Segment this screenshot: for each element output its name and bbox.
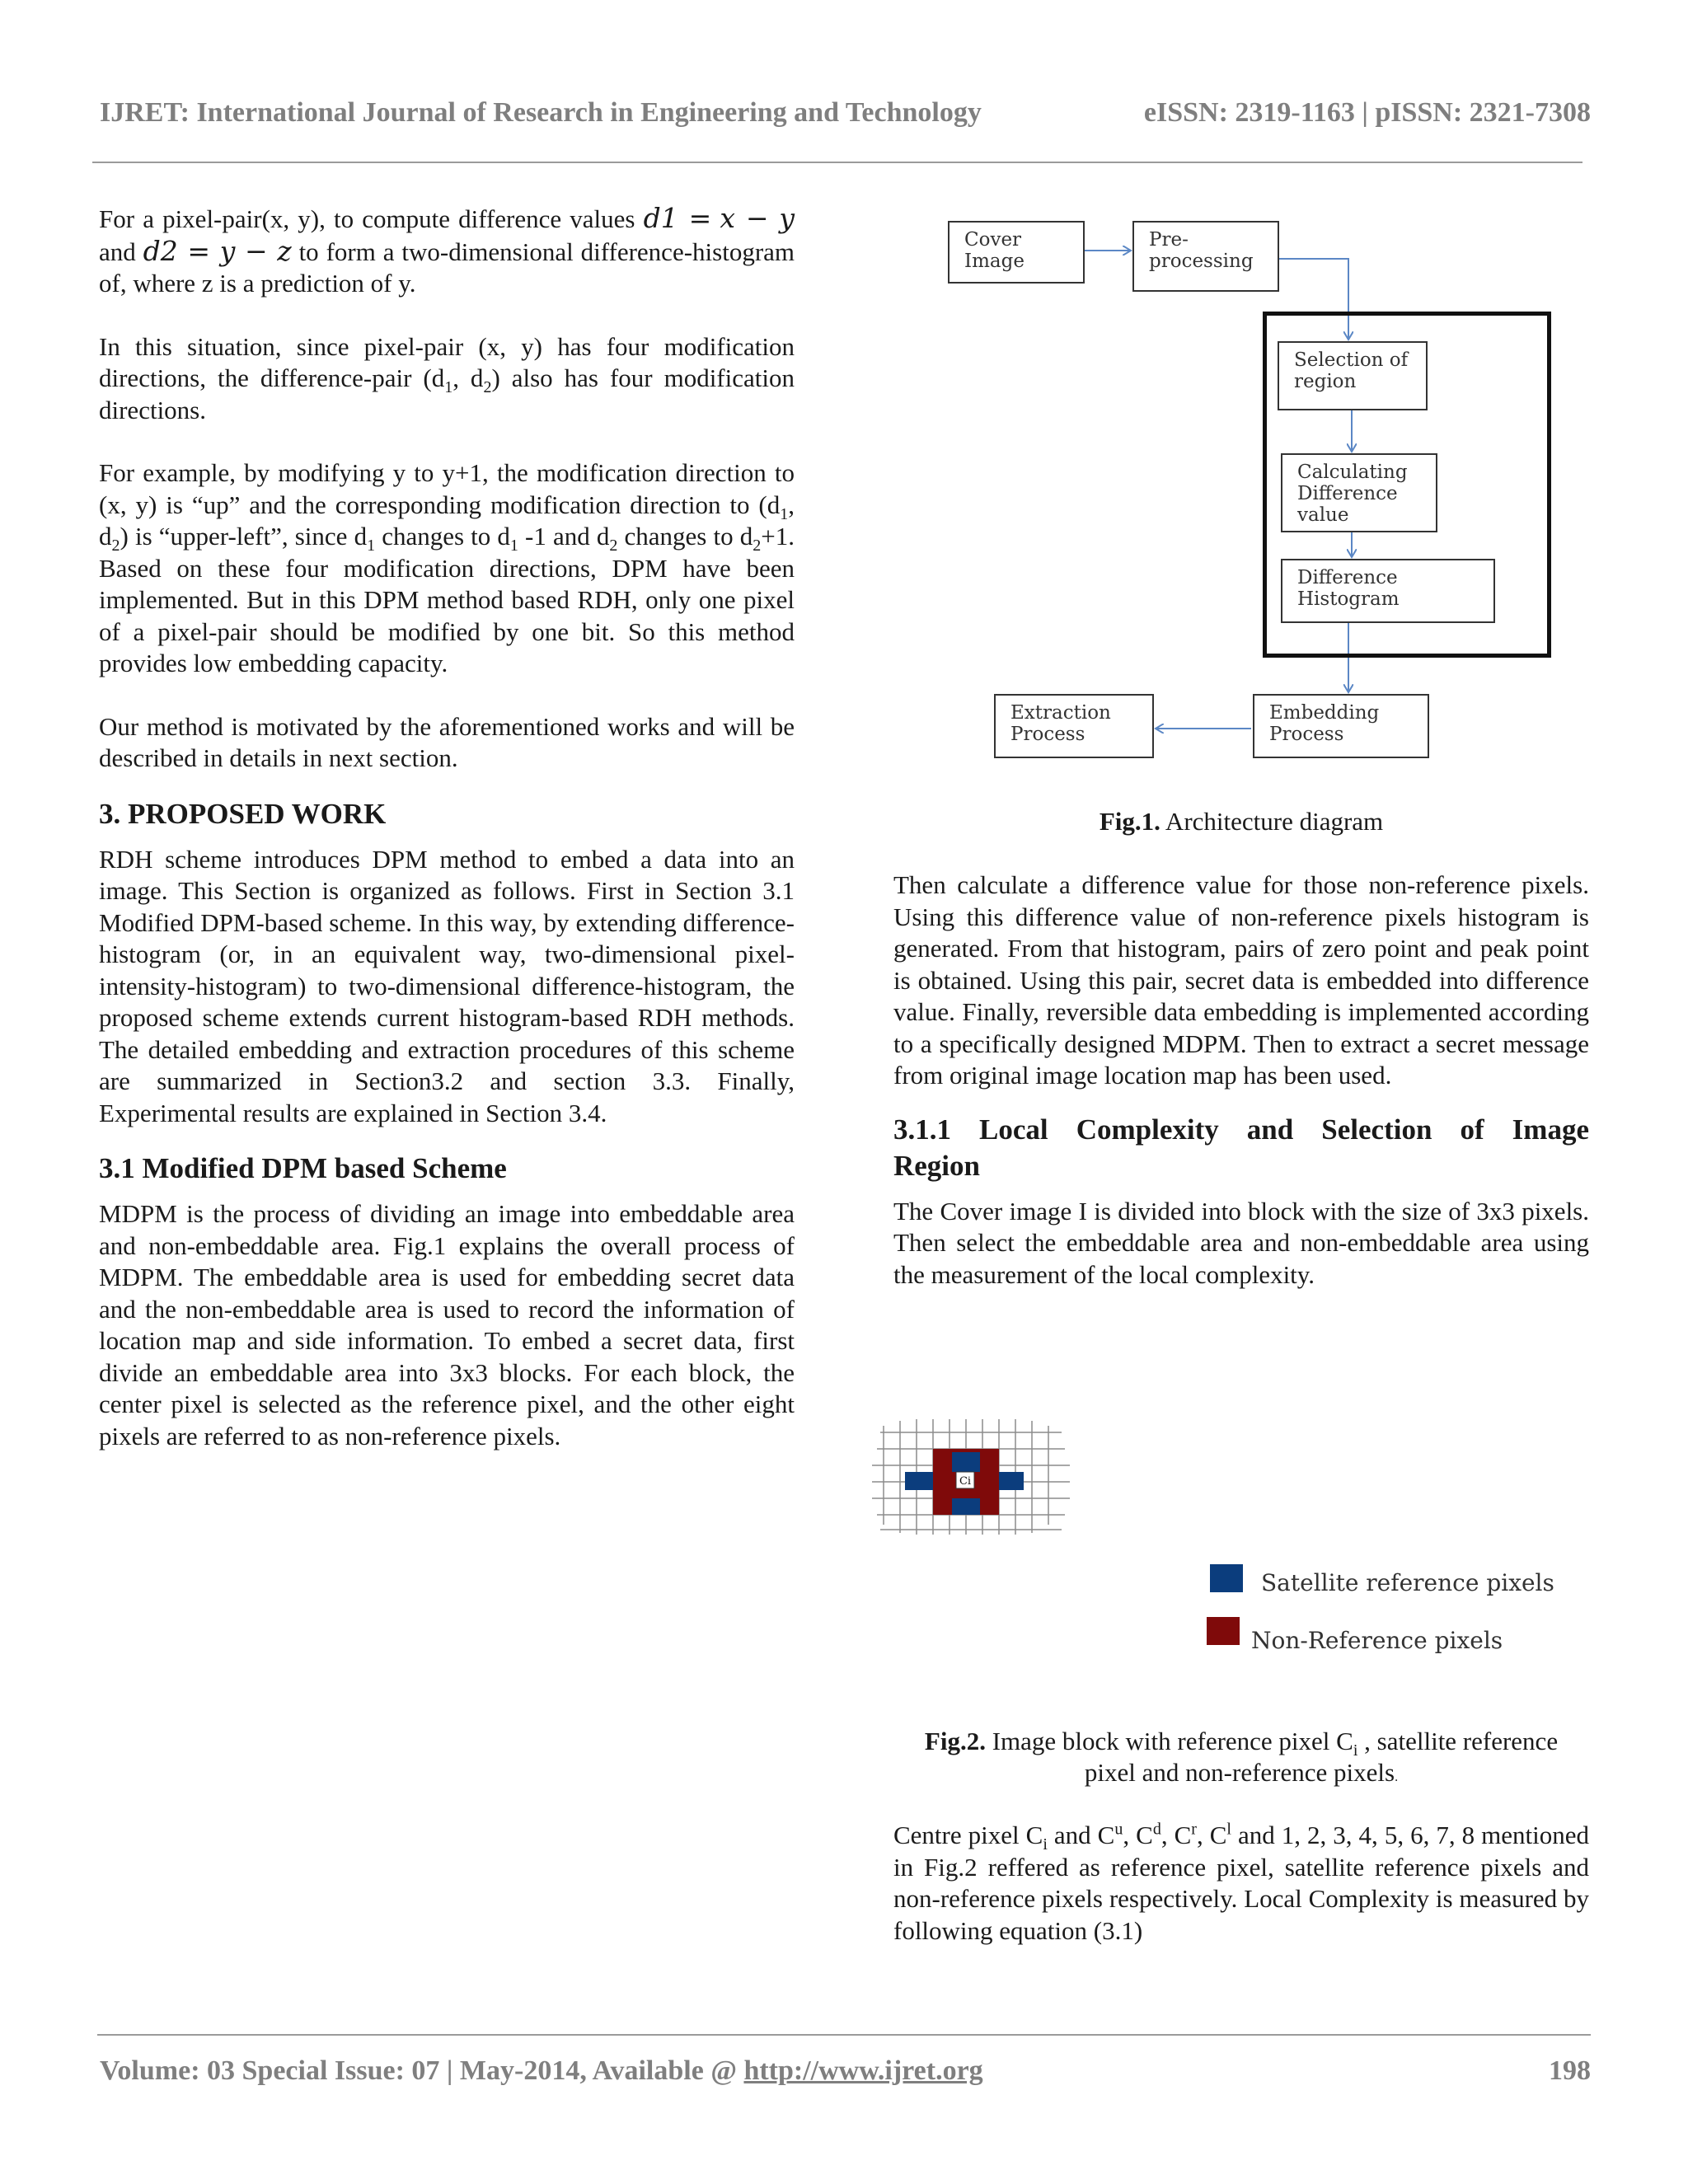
footer-volume: Volume: 03 Special Issue: 07 | May-2014, Available @ http://www.ijret.org xyxy=(100,2055,983,2086)
paragraph-difference-histogram: Then calculate a difference value for those non-reference pixels. Using this difference value of non-reference pixels histogram is generated. From that histogram, pairs of zero point and peak point is obtained. Using this pair, secret data is embedded into difference value. Finally, reversible data embedding is implemented according to a specifically designed MDPM. Then to extract a secret message from original image location map has been used. xyxy=(893,870,1589,1090)
box-difference-histogram: Difference Histogram xyxy=(1281,559,1495,623)
legend-label-satellite: Satellite reference pixels xyxy=(1261,1569,1554,1596)
footer-rule xyxy=(97,2034,1591,2036)
paragraph-mdpm: MDPM is the process of dividing an image into embeddable area and non-embeddable area. Fig.1 explains the overall process of MDPM. The embeddable area is used for embedding secret data and the non-embeddable area is used to record the information of location map and side information. To embed a secret data, first divide an embeddable area into 3x3 blocks. For each block, the center pixel is selected as the reference pixel, and the other eight pixels are referred to as non-reference pixels. xyxy=(99,1199,795,1451)
paragraph-difference-values: For a pixel-pair(x, y), to compute difference values d1 = x − y and d2 = y − z to form a two-dimensional difference-histogram of, where z is a prediction of y. xyxy=(99,202,795,298)
section-heading-local-complexity: 3.1.1 Local Complexity and Selection of Image xyxy=(893,1113,1589,1146)
architecture-diagram xyxy=(940,208,1566,768)
paragraph-centre-pixel: Centre pixel $C_i$ and $C^u$, $C^d$, $C^r$, $C^l$ and 1, 2, 3, 4, 5, 6, 7, 8 mentioned in Fig.2 reffered as reference pixel, satellite reference pixels and non-reference pixels respectively. Local Complexity is measured by following equation (3.1) xyxy=(893,1820,1590,1945)
section-heading-mdpm: 3.1 Modified DPM based Scheme xyxy=(99,1152,507,1184)
fig1-caption: Fig.1. Architecture diagram xyxy=(1099,807,1384,836)
section-heading-region: Region xyxy=(893,1149,980,1182)
box-selection-of-region: Selection of region xyxy=(1278,341,1428,410)
section-heading-proposed-work: 3. PROPOSED WORK xyxy=(99,797,387,830)
paragraph-proposed-work: RDH scheme introduces DPM method to embed a data into an image. This Section is organized as follows. First in Section 3.1 Modified DPM-based scheme. In this way, by extending difference- histogram (or, in an equivalent way, two-dimensional pixel-intensity-histogram) to two-dimensional difference-histogram, the proposed scheme extends current histogram-based RDH methods. The detailed embedding and extraction procedures of this scheme are summarized in Section3.2 and section 3.3. Finally, Experimental results are explained in Section 3.4. xyxy=(99,844,795,1127)
fig2-caption: Fig.2. Image block with reference pixel $C_i$ , satellite reference pixel and non-reference pixels. xyxy=(924,1727,1559,1787)
left-column xyxy=(99,203,795,1452)
page-header xyxy=(97,97,1591,138)
legend-swatch-nonref xyxy=(1207,1617,1240,1645)
box-embedding-process: Embedding Process xyxy=(1253,694,1429,758)
legend-label-nonref: Non-Reference pixels xyxy=(1251,1627,1503,1654)
satellite-pixel-left xyxy=(905,1472,933,1490)
image-block-figure xyxy=(872,1419,1070,1535)
box-extraction-process: Extraction Process xyxy=(994,694,1154,758)
box-cover-image: Cover Image xyxy=(948,221,1085,284)
right-column xyxy=(893,869,1589,1291)
satellite-pixel-up xyxy=(952,1452,980,1472)
paragraph-modification-directions: In this situation, since pixel-pair (x, y) has four modification directions, the difference-pair ($d_1$, $d_2$) also has four modification directions. xyxy=(99,331,795,424)
page-footer xyxy=(97,2055,1591,2097)
page-number: 198 xyxy=(1549,2055,1591,2086)
pixel-grid xyxy=(872,1419,1070,1535)
paragraph-cover-image-blocks: The Cover image I is divided into block with the size of 3x3 pixels. Then select the embeddable area and non-embeddable area using the measurement of the local complexity. xyxy=(893,1196,1589,1289)
paragraph-example: For example, by modifying y to y+1, the modification direction to (x, y) is “up” and the corresponding modification direction to ($d_1$, $d_2$) is “upper-left”, since $d_1$ changes to $d_1$ -1 and $d_2$ changes to $d_2+1$. Based on these four modification directions, DPM have been implemented. But in this DPM method based RDH, only one pixel of a pixel-pair should be modified by one bit. So this method provides low embedding capacity. xyxy=(99,458,795,677)
journal-title: IJRET: International Journal of Research in Engineering and Technology xyxy=(100,97,982,128)
journal-link[interactable]: http://www.ijret.org xyxy=(743,2055,983,2086)
paragraph-motivation: Our method is motivated by the aforementioned works and will be described in details in next section. xyxy=(99,711,795,772)
legend-swatch-satellite xyxy=(1210,1564,1243,1592)
satellite-pixel-down xyxy=(952,1498,980,1515)
satellite-pixel-right xyxy=(999,1472,1024,1490)
center-pixel-label: Ci xyxy=(959,1475,972,1488)
issn: eISSN: 2319-1163 | pISSN: 2321-7308 xyxy=(1143,97,1591,128)
header-rule xyxy=(92,162,1582,163)
box-preprocessing: Pre- processing xyxy=(1132,221,1279,292)
box-calculating-difference: Calculating Difference value xyxy=(1281,453,1437,532)
